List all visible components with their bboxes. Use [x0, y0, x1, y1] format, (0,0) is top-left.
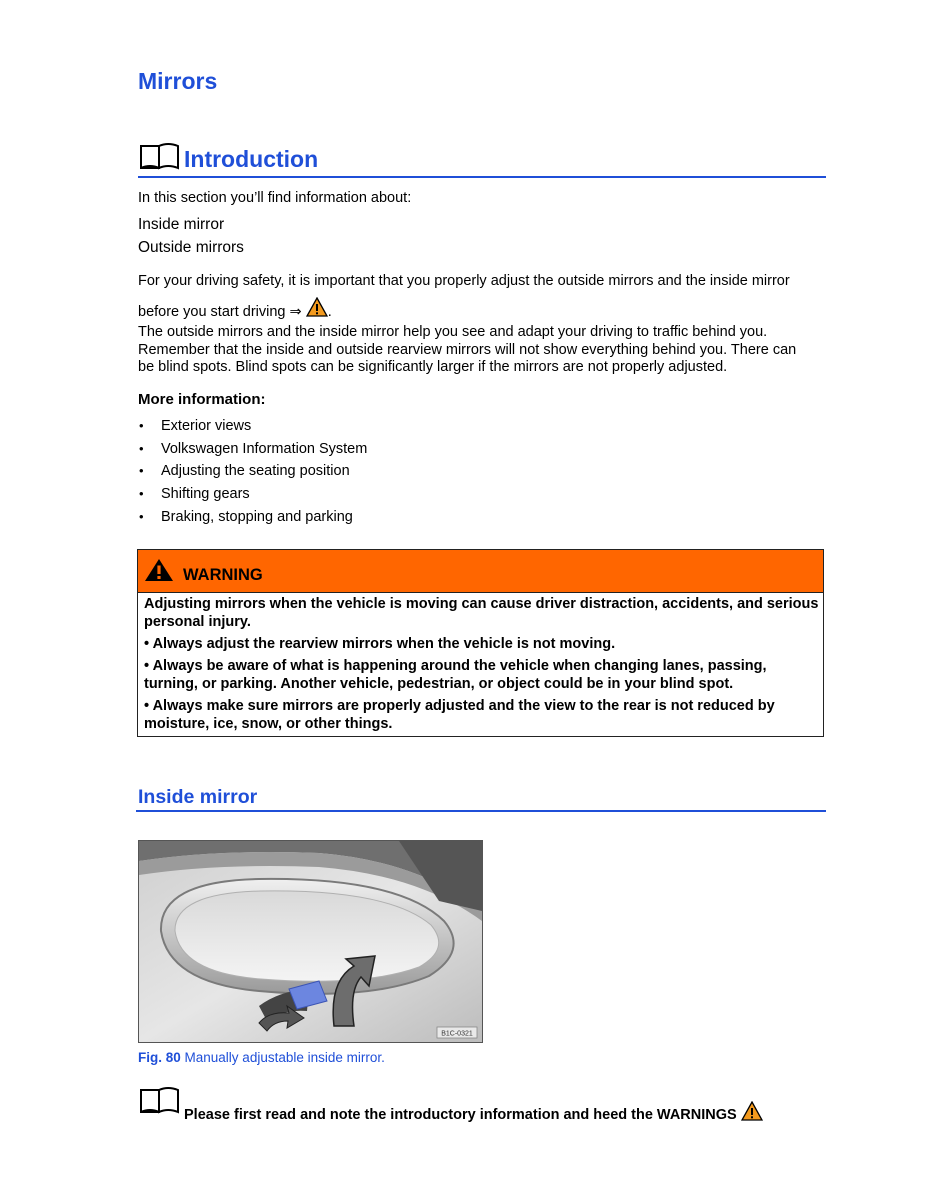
warning-item-3: • Always make sure mirrors are properly adjusted and the view to the rear is not reduced by moisture, ice, snow, or other things. — [144, 698, 775, 732]
warning-title: WARNING — [183, 566, 263, 584]
read-first-note — [138, 1085, 737, 1123]
introduction-heading — [138, 140, 826, 178]
inside-mirror-illustration — [139, 841, 482, 1042]
warning-item-1: • Always adjust the rearview mirrors when the vehicle is not moving. — [144, 636, 616, 652]
warning-lead: Adjusting mirrors when the vehicle is moving can cause driver distraction, accidents, and serious personal injury. — [144, 596, 819, 630]
figure-code: B1C-0321 — [441, 1030, 473, 1038]
warning-triangle-icon — [144, 558, 174, 582]
figure-caption-text: Manually adjustable inside mirror. — [184, 1050, 385, 1065]
figure-label: Fig. 80 — [138, 1050, 181, 1065]
inside-mirror-figure — [138, 840, 483, 1043]
safety-paragraph-1a: For your driving safety, it is important that you properly adjust the outside mirrors and the inside mirror — [138, 273, 790, 289]
warning-item-2: • Always be aware of what is happening around the vehicle when changing lanes, passing, turning, or parking. Another vehicle, pedestrian, or object could be in your blind spot. — [144, 658, 767, 692]
link-inside-mirror[interactable]: Inside mirror — [138, 216, 225, 233]
figure-caption — [138, 1050, 385, 1065]
warning-triangle-icon[interactable] — [306, 297, 328, 317]
more-info-item-exterior-views[interactable]: • Exterior views — [138, 416, 367, 439]
page-title: Mirrors — [138, 68, 218, 94]
introduction-heading-text: Introduction — [184, 146, 319, 172]
safety-paragraph-2: The outside mirrors and the inside mirror help you see and adapt your driving to traffic behind you. Remember that the inside and outside rearview mirrors will not show everything behind you. There can be blind spots. Blind spots can be significantly larger if the mirrors are not properly adjusted. — [138, 324, 797, 375]
safety-paragraph-1c: . — [327, 304, 332, 320]
read-first-note-text — [184, 1101, 763, 1123]
intro-lead: In this section you’ll find information about: — [138, 190, 412, 206]
read-first-note-label: Please first read and note the introductory information and heed the WARNINGS — [184, 1107, 737, 1123]
book-icon — [138, 141, 182, 171]
more-info-heading: More information: — [138, 391, 266, 408]
safety-paragraph-1b-text: before you start driving ⇒ — [138, 304, 302, 320]
book-icon — [138, 1085, 182, 1115]
warning-box — [137, 549, 824, 737]
inside-mirror-heading-text: Inside mirror — [138, 786, 258, 808]
more-info-item-seating-position[interactable]: • Adjusting the seating position — [138, 461, 367, 484]
link-outside-mirrors[interactable]: Outside mirrors — [138, 239, 244, 256]
more-info-item-information-system[interactable]: • Volkswagen Information System — [138, 439, 367, 462]
warning-triangle-icon[interactable] — [741, 1101, 763, 1121]
more-info-item-shifting-gears[interactable]: • Shifting gears — [138, 484, 367, 507]
more-info-item-braking[interactable]: • Braking, stopping and parking — [138, 507, 367, 530]
warning-header — [138, 550, 823, 593]
safety-paragraph-1b — [138, 297, 332, 322]
inside-mirror-heading — [136, 785, 826, 812]
more-info-list — [138, 416, 367, 529]
